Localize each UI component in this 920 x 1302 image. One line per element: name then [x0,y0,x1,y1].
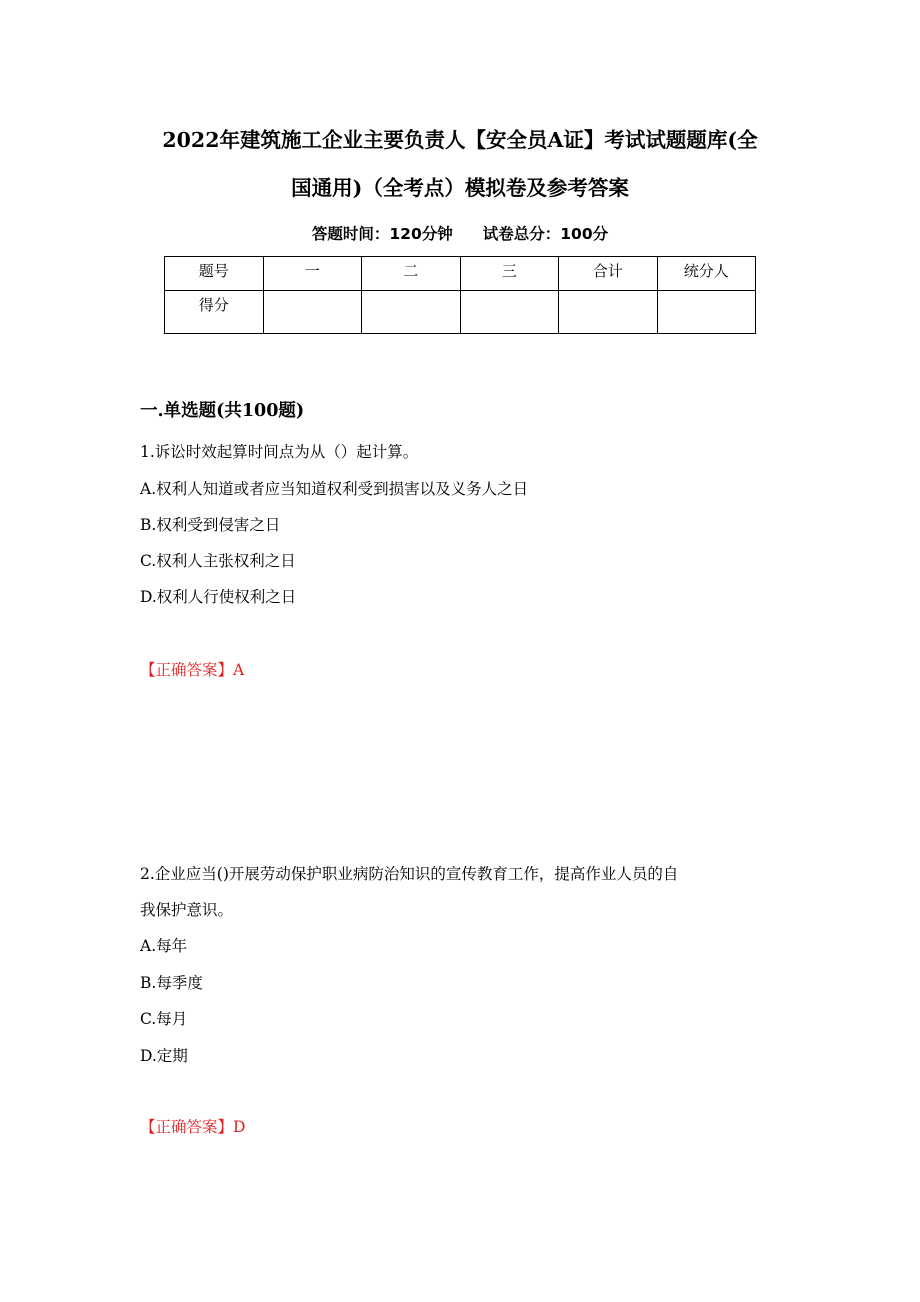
header-cell: 一 [263,257,362,291]
header-cell: 合计 [559,257,658,291]
score-cell [362,291,461,334]
exam-time: 答题时间：120分钟 [311,225,453,243]
question-1-option-a: A.权利人知道或者应当知道权利受到损害以及义务人之日 [140,480,529,498]
score-cell [263,291,362,334]
header-cell: 题号 [165,257,264,291]
exam-meta [0,222,920,244]
header-cell: 统分人 [657,257,756,291]
question-2-stem-line-1: 2.企业应当()开展劳动保护职业病防治知识的宣传教育工作，提高作业人员的自 [140,865,679,883]
document-title-line-2: 国通用)（全考点）模拟卷及参考答案 [291,176,629,200]
question-1-option-b: B.权利受到侵害之日 [140,516,281,534]
row-label-cell: 得分 [165,291,264,334]
header-cell: 三 [460,257,559,291]
score-cell [657,291,756,334]
score-table-score-row [165,291,756,334]
exam-total-score: 试卷总分：100分 [482,225,609,243]
question-1-option-d: D.权利人行使权利之日 [140,588,297,606]
question-2-option-a: A.每年 [140,937,188,955]
score-cell [460,291,559,334]
score-cell [559,291,658,334]
score-table [164,256,756,334]
section-heading: 一.单选题(共100题) [140,401,305,421]
question-2-answer: 【正确答案】D [140,1118,246,1136]
question-1-answer: 【正确答案】A [140,661,245,679]
question-1-stem: 1.诉讼时效起算时间点为从（）起计算。 [140,443,419,461]
document-title-line-1: 2022年建筑施工企业主要负责人【安全员A证】考试试题题库(全 [162,128,758,152]
question-2-option-c: C.每月 [140,1010,188,1028]
question-1-option-c: C.权利人主张权利之日 [140,552,296,570]
question-2-stem-line-2: 我保护意识。 [140,901,234,919]
question-2-option-d: D.定期 [140,1047,188,1065]
score-table-header-row [165,257,756,291]
question-2-option-b: B.每季度 [140,974,203,992]
header-cell: 二 [362,257,461,291]
